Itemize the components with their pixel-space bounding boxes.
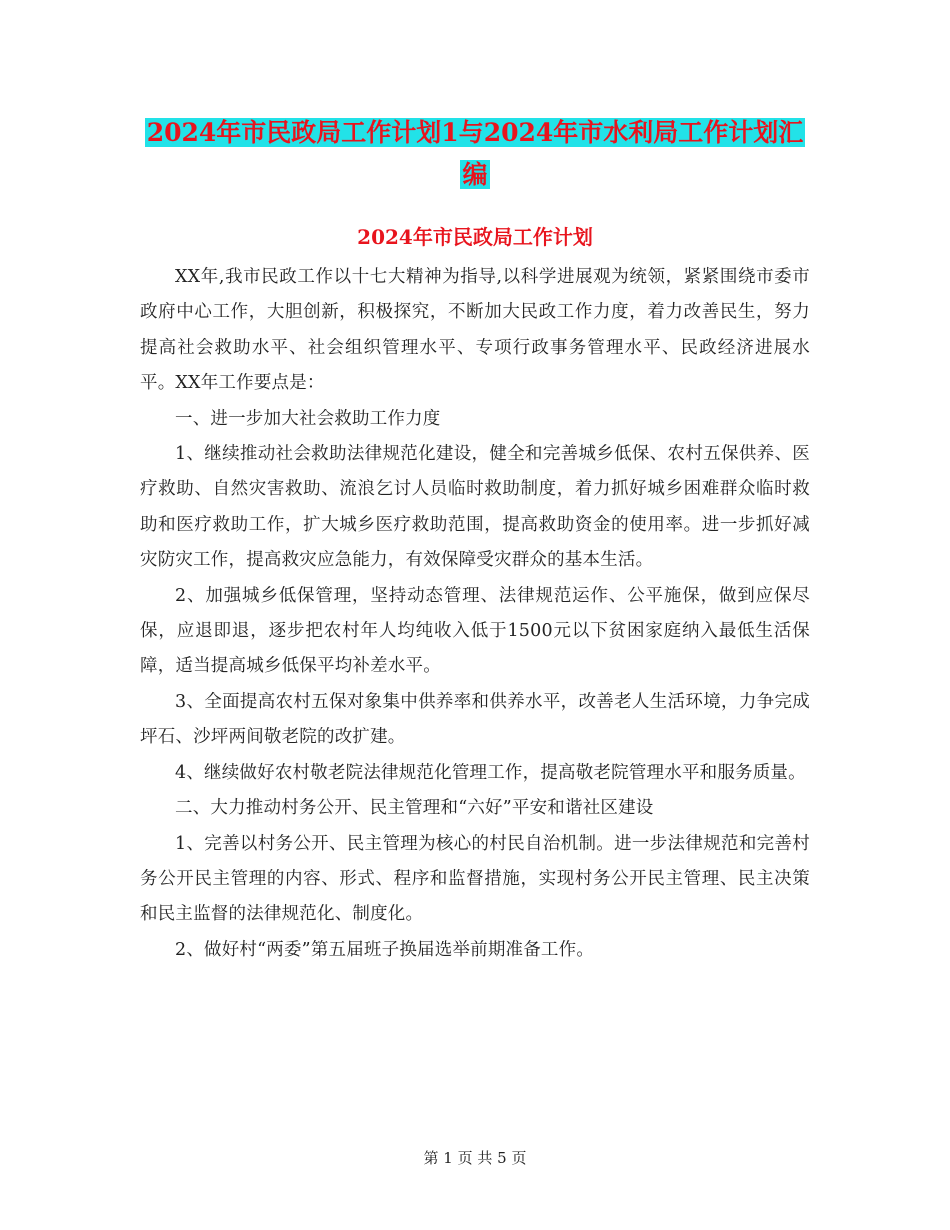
paragraph-intro: XX年,我市民政工作以十七大精神为指导,以科学进展观为统领，紧紧围绕市委市政府中心工作，大胆创新，积极探究，不断加大民政工作力度，着力改善民生，努力提高社会救助水平、社会组织管理水平、专项行政事务管理水平、民政经济进展水平。XX年工作要点是： [140,267,810,394]
paragraph-item-1: 1、继续推动社会救助法律规范化建设，健全和完善城乡低保、农村五保供养、医疗救助、自然灾害救助、流浪乞讨人员临时救助制度，着力抓好城乡困难群众临时救助和医疗救助工作，扩大城乡医疗救助范围，提高救助资金的使用率。进一步抓好减灾防灾工作，提高救灾应急能力，有效保障受灾群众的基本生活。 [140,444,810,571]
document-title-highlight: 2024年市民政局工作计划1与2024年市水利局工作计划汇编 [146,118,804,189]
document-title [140,112,810,196]
heading-village-affairs: 二、大力推动村务公开、民主管理和“六好”平安和谐社区建设 [175,798,654,819]
paragraph-item-2: 2、加强城乡低保管理，坚持动态管理、法律规范运作、公平施保，做到应保尽保，应退即退，逐步把农村年人均纯收入低于1500元以下贫困家庭纳入最低生活保障，适当提高城乡低保平均补差水平。 [140,585,810,677]
paragraph-item-5: 1、完善以村务公开、民主管理为核心的村民自治机制。进一步法律规范和完善村务公开民主管理的内容、形式、程序和监督措施，实现村务公开民主管理、民主决策和民主监督的法律规范化、制度化。 [140,833,810,925]
paragraph-item-6: 2、做好村“两委”第五届班子换届选举前期准备工作。 [175,939,595,960]
page-number-footer: 第 1 页 共 5 页 [423,1149,527,1167]
heading-social-assistance: 一、进一步加大社会救助工作力度 [175,408,441,429]
paragraph-item-4: 4、继续做好农村敬老院法律规范化管理工作，提高敬老院管理水平和服务质量。 [175,762,806,783]
section-title: 2024年市民政局工作计划 [357,225,593,249]
paragraph-item-3: 3、全面提高农村五保对象集中供养率和供养水平，改善老人生活环境，力争完成坪石、沙坪两间敬老院的改扩建。 [140,691,810,748]
document-body [140,260,810,968]
